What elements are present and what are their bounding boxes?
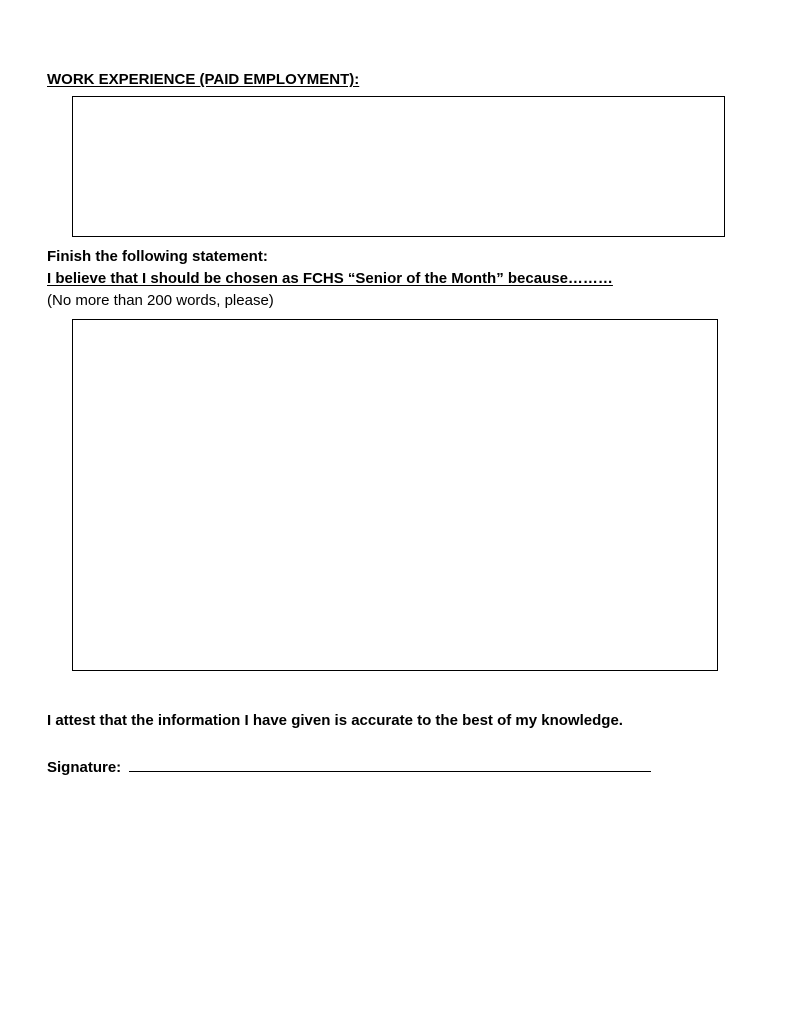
attestation-statement: I attest that the information I have given is accurate to the best of my knowledge.	[47, 712, 623, 729]
statement-instruction: Finish the following statement:	[47, 248, 268, 265]
work-experience-field[interactable]	[72, 96, 725, 237]
statement-response-field[interactable]	[72, 319, 718, 671]
signature-label: Signature:	[47, 759, 122, 776]
work-experience-heading: WORK EXPERIENCE (PAID EMPLOYMENT):	[47, 71, 360, 88]
statement-prompt: I believe that I should be chosen as FCHS “Senior of the Month” because………	[47, 270, 613, 287]
signature-row	[47, 757, 651, 777]
signature-line-field[interactable]	[129, 757, 651, 772]
word-limit-note: (No more than 200 words, please)	[47, 292, 274, 309]
